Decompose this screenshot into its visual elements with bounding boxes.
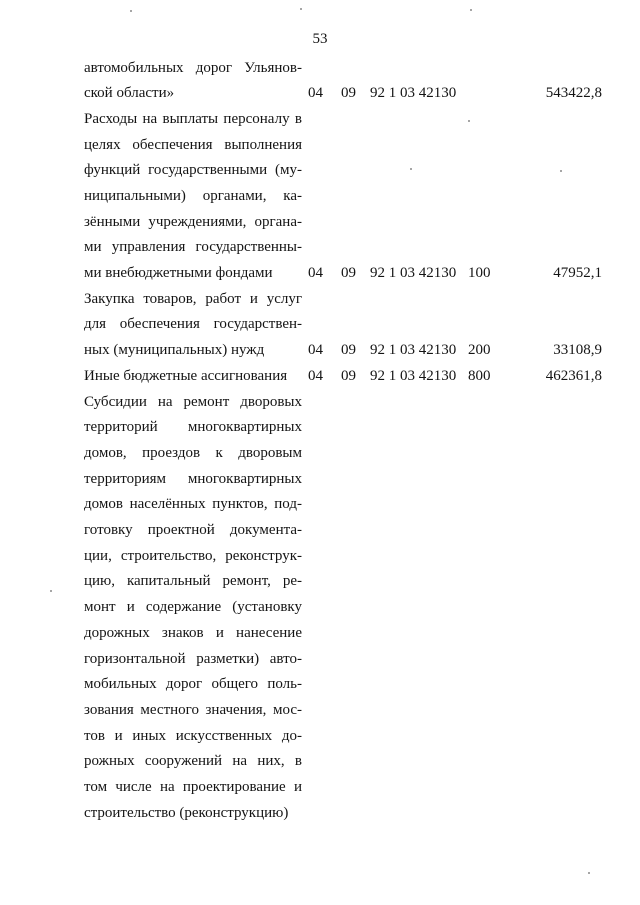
target-article-code: 92 1 03 42130 (370, 342, 457, 359)
row-description-line: готовку проектной документа- (84, 522, 302, 539)
row-description-line: дорожных знаков и нанесение (84, 624, 302, 641)
row-description-line: ции, строительство, реконструк- (84, 547, 302, 564)
row-description-line: зования местного значения, мос- (84, 701, 302, 718)
row-description-line: ных (муниципальных) нужд (84, 342, 265, 359)
scan-speck (50, 590, 52, 592)
page-number: 53 (312, 31, 328, 47)
row-description-line: рожных сооружений на них, в (84, 753, 302, 770)
row-description-line: монт и содержание (установку (84, 599, 302, 616)
scan-speck (560, 170, 562, 172)
row-description-line: Иные бюджетные ассигнования (84, 367, 288, 384)
row-description-line: ской области» (84, 85, 175, 102)
row-description-line: том числе на проектирование и (84, 779, 302, 796)
row-description-line: территорий многоквартирных (84, 419, 302, 436)
row-description-line: Субсидии на ремонт дворовых (84, 393, 302, 410)
scan-speck (470, 9, 472, 11)
row-description-line: горизонтальной разметки) авто- (84, 650, 302, 667)
subsection-code: 09 (341, 367, 356, 384)
section-code: 04 (308, 367, 323, 384)
row-description-line: ми управления государственны- (84, 239, 302, 256)
target-article-code: 92 1 03 42130 (370, 265, 457, 282)
row-description-line: домов, проездов к дворовым (84, 444, 302, 461)
expense-type-code: 200 (468, 342, 491, 359)
expense-type-code: 100 (468, 265, 491, 282)
row-description-line: мобильных дорог общего поль- (84, 676, 302, 693)
row-description-line: зёнными учреждениями, органа- (84, 213, 302, 230)
amount: 543422,8 (545, 85, 602, 102)
amount: 462361,8 (545, 367, 602, 384)
section-code: 04 (308, 265, 323, 282)
row-description-line: автомобильных дорог Ульянов- (84, 59, 302, 76)
subsection-code: 09 (341, 342, 356, 359)
expense-type-code: 800 (468, 367, 491, 384)
row-description-line: территориям многоквартирных (84, 470, 302, 487)
row-description-line: ниципальными) органами, ка- (84, 187, 302, 204)
row-description-line: целях обеспечения выполнения (84, 136, 302, 153)
scan-speck (410, 168, 412, 170)
scan-speck (468, 120, 470, 122)
row-description-line: ми внебюджетными фондами (84, 265, 273, 282)
row-description-line: цию, капитальный ремонт, ре- (84, 573, 302, 590)
scan-speck (130, 10, 132, 12)
row-description-line: для обеспечения государствен- (84, 316, 302, 333)
subsection-code: 09 (341, 265, 356, 282)
amount: 33108,9 (553, 342, 602, 359)
amount: 47952,1 (553, 265, 602, 282)
row-description-line: Закупка товаров, работ и услуг (84, 290, 302, 307)
row-description-line: функций государственными (му- (84, 162, 302, 179)
row-description-line: Расходы на выплаты персоналу в (84, 110, 302, 127)
target-article-code: 92 1 03 42130 (370, 367, 457, 384)
scan-speck (300, 8, 302, 10)
row-description-line: тов и иных искусственных до- (84, 727, 302, 744)
subsection-code: 09 (341, 85, 356, 102)
row-description-line: домов населённых пунктов, под- (84, 496, 302, 513)
row-description-line: строительство (реконструкцию) (84, 804, 289, 821)
section-code: 04 (308, 342, 323, 359)
target-article-code: 92 1 03 42130 (370, 85, 457, 102)
section-code: 04 (308, 85, 323, 102)
scan-speck (588, 872, 590, 874)
